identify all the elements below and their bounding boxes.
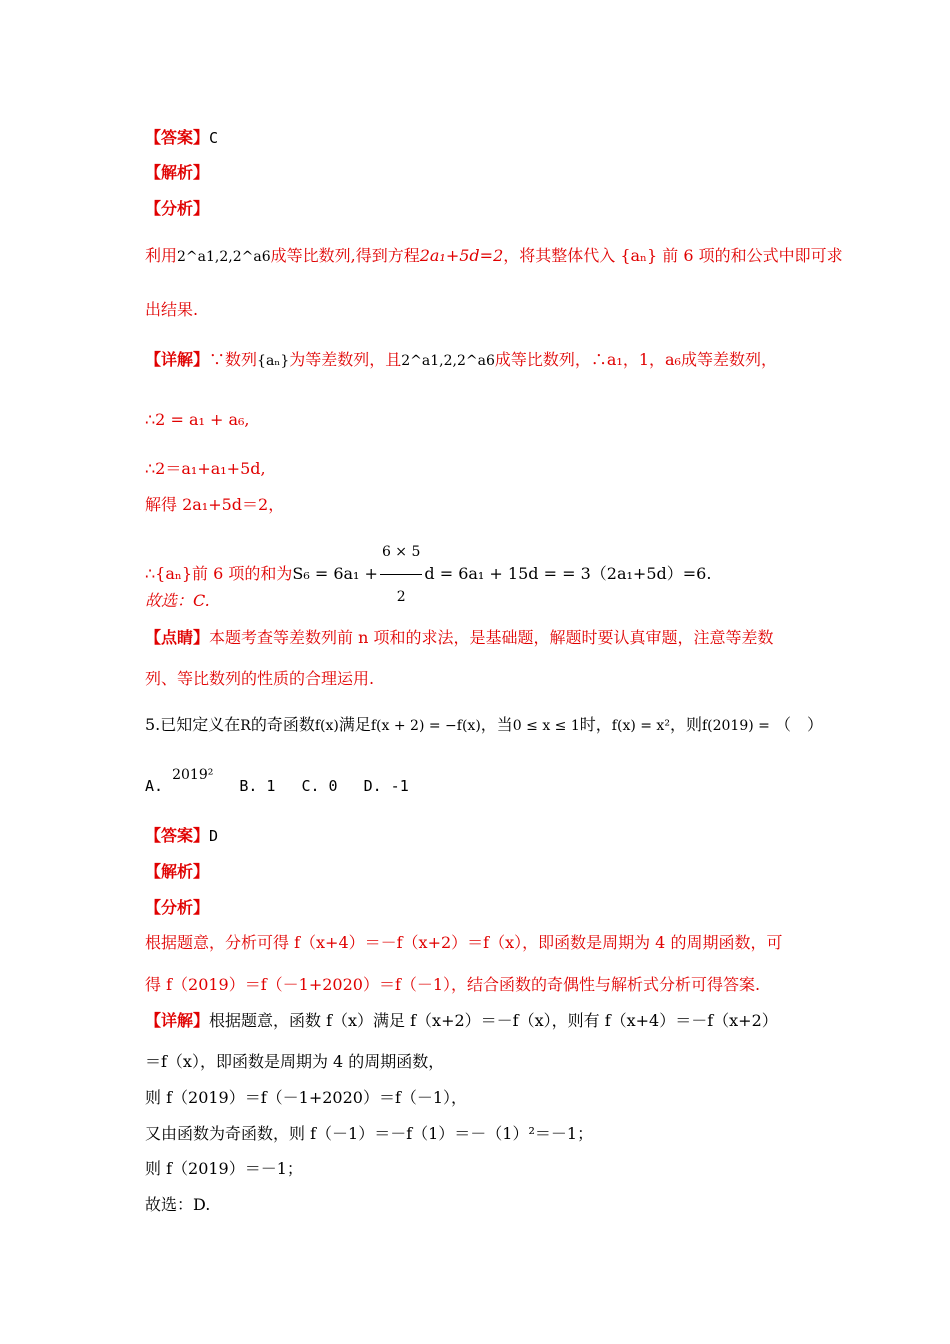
option-c: C. 0 [301,777,338,795]
math-expression: 2^a1,2,2^a6 [177,249,271,265]
analysis-tag: 【解析】 [145,862,210,881]
q4-sum-line [145,530,711,619]
math-expression: d = 6a₁ + 15d = = 3（2a₁+5d）=6. [424,564,712,583]
q5-fenxi-line-2: 得 f（2019）＝f（－1+2020）＝f（－1），结合函数的奇偶性与解析式分析可得答案. [145,975,761,994]
q5-detail-line-2: ＝f（x），即函数是周期为 4 的周期函数， [145,1052,445,1071]
text-segment: 利用 [145,246,178,265]
q4-choose: 故选：C. [145,591,210,610]
math-expression: 0 ≤ x ≤ 1 [512,718,580,734]
q4-therefore-2: ∴2＝a₁+a₁+5d, [145,459,266,478]
answer-value: D [209,827,219,845]
q5-options [145,767,409,797]
math-expression: 2^a1,2,2^a6 [401,353,495,369]
fraction-numerator: 6 × 5 [380,530,422,575]
option-a-value: 2019² [172,767,214,783]
math-equation: 2a₁+5d=2 [419,246,504,265]
text-segment: ∴{aₙ}前 6 项的和为 [145,564,293,583]
q4-comment-line-2: 列、等比数列的性质的合理运用. [145,669,375,688]
text-segment: ，将其整体代入 {aₙ} 前 6 项的和公式中即可求 [503,246,843,265]
answer-value: C [209,129,219,147]
text-segment: ∵数列 [209,350,258,369]
text-segment: 成等比数列，∴a₁，1，a₆成等差数列， [494,350,777,369]
text-segment: ，当 [480,715,513,734]
text-segment: 的奇函数 [250,715,315,734]
text-segment: 时， [579,715,612,734]
detail-tag: 【详解】 [145,350,210,369]
option-a-label: A. [145,777,164,795]
q5-choose: 故选：D. [145,1195,211,1214]
detail-tag: 【详解】 [145,1011,210,1030]
math-expression: f(x) [314,718,339,734]
text-segment: 根据题意，函数 f（x）满足 f（x+2）＝－f（x），则有 f（x+4）＝－f（x+2） [209,1011,778,1030]
comment-tag: 【点睛】 [145,628,210,647]
fraction [380,530,422,619]
fraction-denominator: 2 [396,589,406,605]
q5-answer-line [145,826,218,846]
answer-tag: 【答案】 [145,128,210,147]
q4-detail-line-1 [145,350,777,371]
q4-fenxi-line-1 [145,246,843,267]
q4-solve: 解得 2a₁+5d＝2， [145,495,285,514]
option-b: B. 1 [239,777,276,795]
fenxi-tag: 【分析】 [145,199,210,218]
math-expression: f(2019) = [701,718,770,734]
answer-paren: （ ） [774,715,823,734]
text-segment: 成等比数列,得到方程 [270,246,420,265]
q5-detail-line-1 [145,1011,778,1031]
math-expression: R [240,718,251,734]
text-segment: ，则 [669,715,702,734]
answer-tag: 【答案】 [145,826,210,845]
text-segment: 本题考查等差数列前 n 项和的求法，是基础题，解题时要认真审题，注意等差数 [209,628,774,647]
q5-detail-line-4: 又由函数为奇函数，则 f（－1）＝－f（1）＝－（1）²＝－1； [145,1124,594,1143]
q5-detail-line-3: 则 f（2019）＝f（－1+2020）＝f（－1）， [145,1088,468,1107]
q4-answer-line [145,128,218,148]
q5-detail-line-5: 则 f（2019）＝－1； [145,1159,303,1178]
q4-therefore-1: ∴2 = a₁ + a₆, [145,410,250,429]
text-segment: 满足 [338,715,371,734]
math-expression: S₆ = 6a₁ + [292,564,378,583]
q4-fenxi-line-2: 出结果. [145,300,199,319]
q5-fenxi-line-1: 根据题意，分析可得 f（x+4）＝－f（x+2）＝f（x），即函数是周期为 4 的周期函数，可 [145,933,783,952]
analysis-tag: 【解析】 [145,163,210,182]
text-segment: 为等差数列，且 [289,350,402,369]
option-d: D. -1 [363,777,409,795]
text-segment: 5.已知定义在 [145,715,241,734]
math-expression: f(x + 2) = −f(x) [370,718,481,734]
q5-stem [145,715,823,736]
q4-comment-line-1 [145,628,774,648]
math-expression: f(x) = x² [611,718,670,734]
math-expression: {aₙ} [257,353,290,369]
fenxi-tag: 【分析】 [145,898,210,917]
